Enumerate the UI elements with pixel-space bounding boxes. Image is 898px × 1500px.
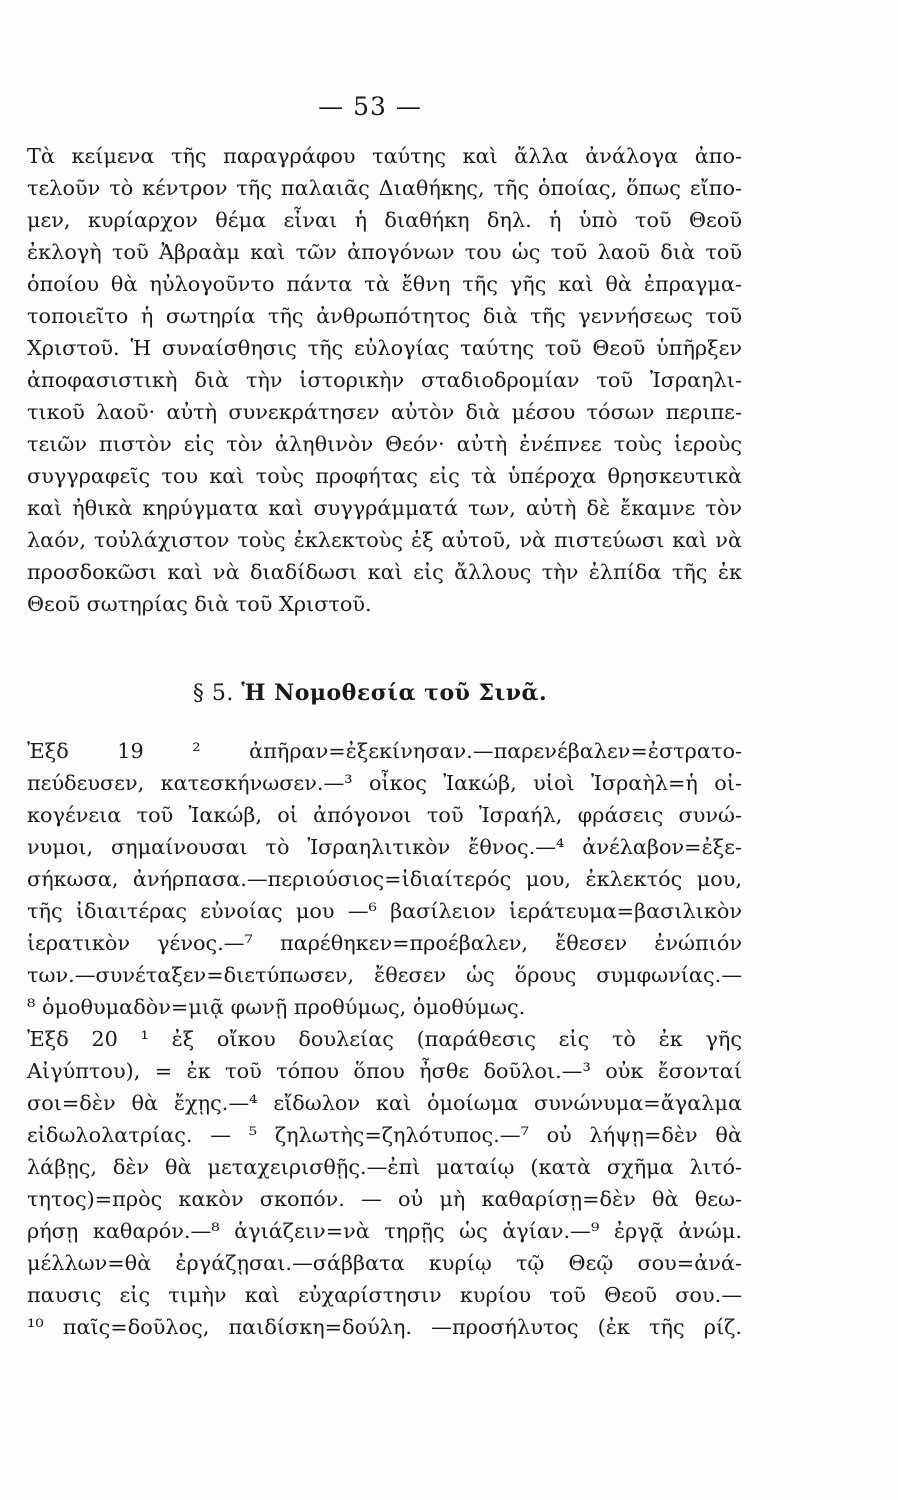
text-line: Αἰγύπτου), = ἐκ τοῦ τόπου ὅπου ἦσθε δοῦλοι.—³ οὐκ ἔσονταί	[27, 1059, 742, 1083]
text-line: νυμοι, σημαίνουσαι τὸ Ἰσραηλιτικὸν ἔθνος.—⁴ ἀνέλαβον=ἐξε-	[27, 835, 742, 859]
glossary-notes	[27, 735, 742, 1343]
text-line: τοποιεῖτο ἡ σωτηρία τῆς ἀνθρωπότητος διὰ τῆς γεννήσεως τοῦ	[27, 304, 742, 328]
text-line: Χριστοῦ. Ἡ συναίσθησις τῆς εὐλογίας ταύτης τοῦ Θεοῦ ὑπῆρξεν	[27, 336, 742, 360]
paragraph-intro	[27, 140, 742, 620]
text-line: ἀποφασιστικὴ διὰ τὴν ἱστορικὴν σταδιοδρομίαν τοῦ Ἰσραηλι-	[27, 368, 742, 392]
text-line: Ἐξδ 19 ² ἀπῆραν=ἐξεκίνησαν.—παρενέβαλεν=ἐστρατο-	[27, 739, 742, 763]
text-line: ἐκλογὴ τοῦ Ἀβραὰμ καὶ τῶν ἀπογόνων του ὡς τοῦ λαοῦ διὰ τοῦ	[27, 240, 742, 264]
text-line: ⁸ ὁμοθυμαδὸν=μιᾷ φωνῇ προθύμως, ὁμοθύμως.	[27, 995, 526, 1019]
text-line: σοι=δὲν θὰ ἔχῃς.—⁴ εἴδωλον καὶ ὁμοίωμα συνώνυμα=ἄγαλμα	[27, 1091, 742, 1115]
text-line: κογένεια τοῦ Ἰακώβ, οἱ ἀπόγονοι τοῦ Ἰσραήλ, φράσεις συνώ-	[27, 803, 742, 827]
text-line: τῆς ἰδιαιτέρας εὐνοίας μου —⁶ βασίλειον ἱεράτευμα=βασιλικὸν	[27, 899, 742, 923]
page-number: — 53 —	[318, 92, 422, 121]
text-line: ἱερατικὸν γένος.—⁷ παρέθηκεν=προέβαλεν, ἔθεσεν ἐνώπιόν	[27, 931, 742, 955]
text-line: των.—συνέταξεν=διετύπωσεν, ἔθεσεν ὡς ὅρους συμφωνίας.—	[27, 963, 742, 987]
text-line: προσδοκῶσι καὶ νὰ διαδίδωσι καὶ εἰς ἄλλους τὴν ἐλπίδα τῆς ἐκ	[27, 560, 742, 584]
text-line: ¹⁰ παῖς=δοῦλος, παιδίσκη=δούλη. —προσήλυτος (ἐκ τῆς ρίζ.	[27, 1315, 742, 1339]
text-line: τελοῦν τὸ κέντρον τῆς παλαιᾶς Διαθήκης, τῆς ὁποίας, ὅπως εἴπο-	[27, 176, 742, 200]
text-line: Θεοῦ σωτηρίας διὰ τοῦ Χριστοῦ.	[27, 592, 372, 616]
text-line: Τὰ κείμενα τῆς παραγράφου ταύτης καὶ ἄλλα ἀνάλογα ἀπο-	[27, 144, 742, 168]
text-line: ρήσῃ καθαρόν.—⁸ ἁγιάζειν=νὰ τηρῇς ὡς ἁγίαν.—⁹ ἐργᾷ ἀνώμ.	[27, 1219, 742, 1243]
text-line: σήκωσα, ἀνήρπασα.—περιούσιος=ἰδιαίτερός μου, ἐκλεκτός μου,	[27, 867, 742, 891]
text-line: συγγραφεῖς του καὶ τοὺς προφήτας εἰς τὰ ὑπέροχα θρησκευτικὰ	[27, 464, 742, 488]
text-line: Ἐξδ 20 ¹ ἐξ οἴκου δουλείας (παράθεσις εἰς τὸ ἐκ γῆς	[27, 1027, 742, 1051]
section-number: § 5.	[192, 681, 234, 706]
text-line: τητος)=πρὸς κακὸν σκοπόν. — οὐ μὴ καθαρίσῃ=δὲν θὰ θεω-	[27, 1187, 742, 1211]
text-line: ὁποίου θὰ ηὐλογοῦντο πάντα τὰ ἔθνη τῆς γῆς καὶ θὰ ἐπραγμα-	[27, 272, 742, 296]
text-line: λαόν, τοὐλάχιστον τοὺς ἐκλεκτοὺς ἐξ αὐτοῦ, νὰ πιστεύωσι καὶ νὰ	[27, 528, 742, 552]
text-line: τικοῦ λαοῦ· αὐτὴ συνεκράτησεν αὐτὸν διὰ μέσου τόσων περιπε-	[27, 400, 742, 424]
text-line: μέλλων=θὰ ἐργάζῃσαι.—σάββατα κυρίῳ τῷ Θεῷ σου=ἀνά-	[27, 1251, 742, 1275]
text-line: καὶ ἠθικὰ κηρύγματα καὶ συγγράμματά των, αὐτὴ δὲ ἔκαμνε τὸν	[27, 496, 742, 520]
text-line: πεύδευσεν, κατεσκήνωσεν.—³ οἶκος Ἰακώβ, υἱοὶ Ἰσραὴλ=ἡ οἰ-	[27, 771, 742, 795]
text-line: τειῶν πιστὸν εἰς τὸν ἀληθινὸν Θεόν· αὐτὴ ἐνέπνεε τοὺς ἱεροὺς	[27, 432, 742, 456]
section-title: Ἡ Νομοθεσία τοῦ Σινᾶ.	[241, 680, 548, 706]
text-line: λάβῃς, δὲν θὰ μεταχειρισθῇς.—ἐπὶ ματαίῳ (κατὰ σχῆμα λιτό-	[27, 1155, 742, 1179]
text-line: μεν, κυρίαρχον θέμα εἶναι ἡ διαθήκη δηλ. ἡ ὑπὸ τοῦ Θεοῦ	[27, 208, 742, 232]
section-heading	[0, 680, 740, 706]
text-line: εἰδωλολατρίας. — ⁵ ζηλωτὴς=ζηλότυπος.—⁷ οὐ λήψῃ=δὲν θὰ	[27, 1123, 742, 1147]
text-line: παυσις εἰς τιμὴν καὶ εὐχαρίστησιν κυρίου τοῦ Θεοῦ σου.—	[27, 1283, 742, 1307]
